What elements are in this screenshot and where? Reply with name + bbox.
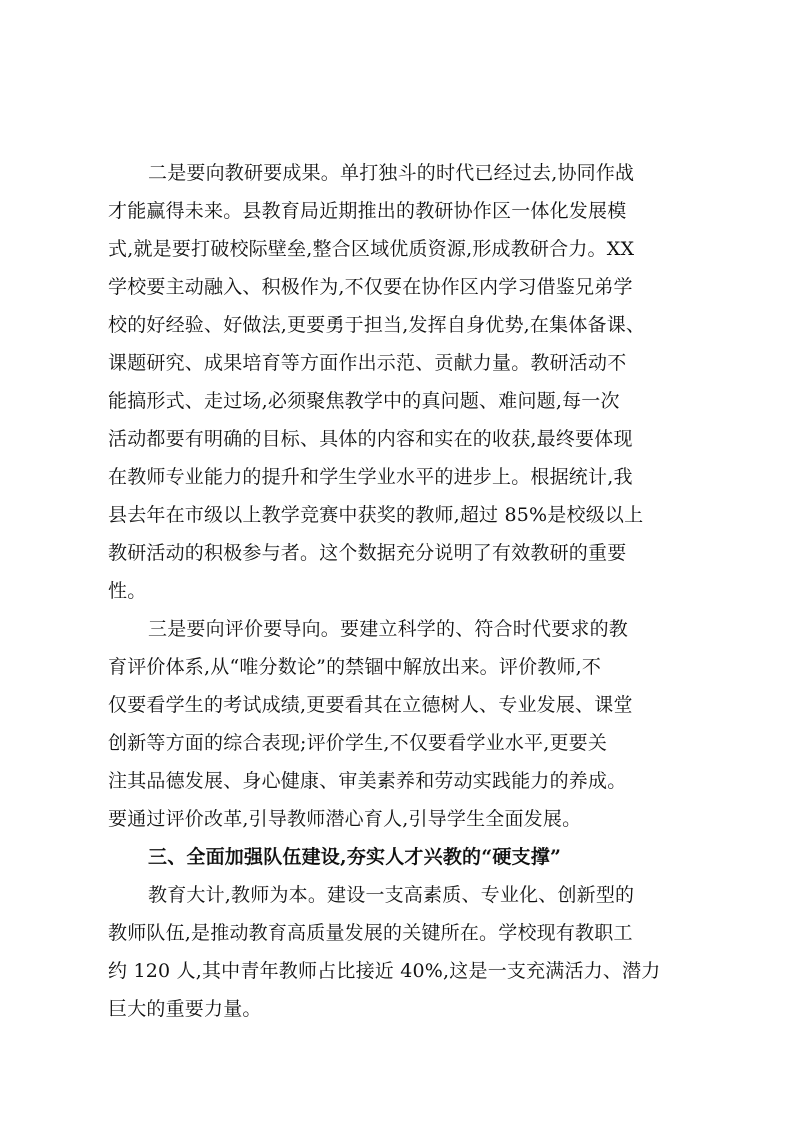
paragraph-line: 校的好经验、好做法,更要勇于担当,发挥自身优势,在集体备课、	[108, 314, 646, 336]
paragraph-line: 教育大计,教师为本。建设一支高素质、专业化、创新型的	[148, 884, 635, 906]
paragraph-line: 教师队伍,是推动教育高质量发展的关键所在。学校现有教职工	[108, 922, 633, 944]
paragraph-line: 课题研究、成果培育等方面作出示范、贡献力量。教研活动不	[108, 352, 627, 374]
paragraph-line: 要通过评价改革,引导教师潜心育人,引导学生全面发展。	[108, 808, 582, 830]
paragraph-line: 才能赢得未来。县教育局近期推出的教研协作区一体化发展模	[108, 200, 627, 222]
paragraph-line: 仅要看学生的考试成绩,更要看其在立德树人、专业发展、课堂	[108, 694, 633, 716]
paragraph-line: 育评价体系,从“唯分数论”的禁锢中解放出来。评价教师,不	[108, 656, 602, 678]
paragraph-line: 创新等方面的综合表现;评价学生,不仅要看学业水平,更要关	[108, 732, 608, 754]
section-heading: 三、全面加强队伍建设,夯实人才兴教的“硬支撑”	[148, 846, 562, 868]
paragraph-line: 约 120 人,其中青年教师占比接近 40%,这是一支充满活力、潜力	[108, 960, 661, 982]
paragraph-line: 学校要主动融入、积极作为,不仅要在协作区内学习借鉴兄弟学	[108, 276, 633, 298]
paragraph-line: 县去年在市级以上教学竞赛中获奖的教师,超过 85%是校级以上	[108, 504, 644, 526]
paragraph-line: 能搞形式、走过场,必须聚焦教学中的真问题、难问题,每一次	[108, 390, 620, 412]
paragraph-line: 巨大的重要力量。	[108, 998, 262, 1020]
paragraph-line: 二是要向教研要成果。单打独斗的时代已经过去,协同作战	[148, 162, 635, 184]
paragraph-line: 性。	[108, 580, 147, 602]
paragraph-line: 教研活动的积极参与者。这个数据充分说明了有效教研的重要	[108, 542, 627, 564]
paragraph-line: 在教师专业能力的提升和学生学业水平的进步上。根据统计,我	[108, 466, 633, 488]
paragraph-line: 三是要向评价要导向。要建立科学的、符合时代要求的教	[148, 618, 629, 640]
paragraph-line: 注其品德发展、身心健康、审美素养和劳动实践能力的养成。	[108, 770, 627, 792]
paragraph-line: 活动都要有明确的目标、具体的内容和实在的收获,最终要体现	[108, 428, 633, 450]
paragraph-line: 式,就是要打破校际壁垒,整合区域优质资源,形成教研合力。XX	[108, 238, 635, 260]
